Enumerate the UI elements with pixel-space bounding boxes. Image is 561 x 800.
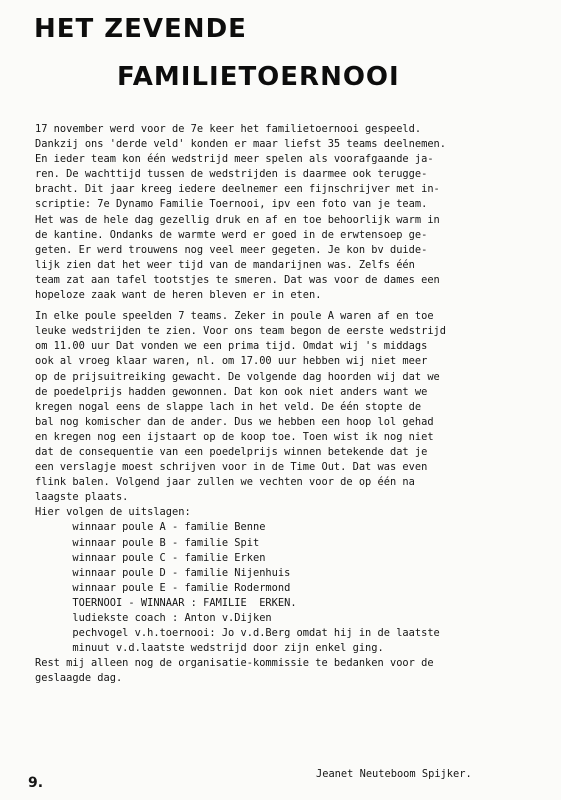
text-line: en kregen nog een ijstaart op de koop toe. Toen wist ik nog niet bbox=[35, 430, 434, 443]
text-line: op de prijsuitreiking gewacht. De volgende dag hoorden wij dat we bbox=[35, 370, 440, 383]
text-line: bracht. Dit jaar kreeg iedere deelnemer een fijnschrijver met in- bbox=[35, 183, 440, 196]
result-item: minuut v.d.laatste wedstrijd door zijn enkel ging. bbox=[35, 642, 384, 655]
result-item: pechvogel v.h.toernooi: Jo v.d.Berg omdat hij in de laatste bbox=[35, 627, 440, 640]
text-line: Dankzij ons 'derde veld' konden er maar liefst 35 teams deelnemen. bbox=[35, 138, 447, 151]
text-line: de poedelprijs hadden gewonnen. Dat kon ook niet anders want we bbox=[35, 385, 428, 398]
result-item: ludiekste coach : Anton v.Dijken bbox=[35, 612, 272, 624]
result-item: winnaar poule E - familie Rodermond bbox=[35, 581, 291, 594]
result-item: winnaar poule C - familie Erken bbox=[35, 551, 266, 564]
paragraph-1 bbox=[35, 122, 545, 303]
text-line: leuke wedstrijden te zien. Voor ons team begon de eerste wedstrijd bbox=[35, 325, 447, 338]
result-item: winnaar poule A - familie Benne bbox=[35, 521, 266, 534]
result-item: TOERNOOI - WINNAAR : FAMILIE ERKEN. bbox=[35, 596, 297, 609]
result-item: winnaar poule B - familie Spit bbox=[35, 536, 260, 549]
text-line: geten. Er werd trouwens nog veel meer gegeten. Je kon bv duide- bbox=[35, 243, 428, 256]
text-line: ook al vroeg klaar waren, nl. om 17.00 uur hebben wij niet meer bbox=[35, 355, 428, 368]
paragraph-2 bbox=[35, 309, 545, 505]
author-signature: Jeanet Neuteboom Spijker. bbox=[316, 768, 472, 780]
text-line: ren. De wachttijd tussen de wedstrijden is daarmee ook terugge- bbox=[35, 168, 428, 181]
text-line: om 11.00 uur Dat vonden we een prima tijd. Omdat wij 's middags bbox=[35, 340, 428, 353]
closing-line: Rest mij alleen nog de organisatie-kommissie te bedanken voor de bbox=[35, 657, 434, 670]
text-line: scriptie: 7e Dynamo Familie Toernooi, ipv een foto van je team. bbox=[35, 198, 428, 211]
title-line-1: HET ZEVENDE bbox=[34, 14, 247, 44]
text-line: lijk zien dat het weer tijd van de mandarijnen was. Zelfs één bbox=[35, 258, 415, 271]
closing-line: geslaagde dag. bbox=[35, 672, 123, 685]
text-line: hopeloze zaak want de heren bleven er in eten. bbox=[35, 289, 322, 302]
text-line: een verslagje moest schrijven voor in de Time Out. Dat was even bbox=[35, 461, 428, 474]
text-line: flink balen. Volgend jaar zullen we vechten voor de op één na bbox=[35, 476, 415, 489]
page-number: 9. bbox=[28, 775, 44, 791]
text-line: Het was de hele dag gezellig druk en af en toe behoorlijk warm in bbox=[35, 213, 440, 226]
title-line-2: FAMILIETOERNOOI bbox=[117, 62, 400, 92]
results-list bbox=[35, 505, 545, 686]
text-line: bal nog komischer dan de ander. Dus we hebben een hoop lol gehad bbox=[35, 415, 434, 428]
text-line: team zat aan tafel tootstjes te smeren. Dat was voor de dames een bbox=[35, 273, 440, 286]
results-heading: Hier volgen de uitslagen: bbox=[35, 506, 191, 519]
text-line: 17 november werd voor de 7e keer het familietoernooi gespeeld. bbox=[35, 123, 422, 135]
text-line: En ieder team kon één wedstrijd meer spelen als voorafgaande ja- bbox=[35, 153, 434, 166]
text-line: In elke poule speelden 7 teams. Zeker in poule A waren af en toe bbox=[35, 310, 434, 323]
article-body bbox=[35, 122, 545, 686]
result-item: winnaar poule D - familie Nijenhuis bbox=[35, 566, 291, 579]
text-line: kregen nogal eens de slappe lach in het veld. De één stopte de bbox=[35, 400, 422, 413]
text-line: dat de consequentie van een poedelprijs winnen betekende dat je bbox=[35, 445, 428, 458]
text-line: de kantine. Ondanks de warmte werd er goed in de erwtensoep ge- bbox=[35, 228, 428, 241]
text-line: laagste plaats. bbox=[35, 491, 129, 504]
